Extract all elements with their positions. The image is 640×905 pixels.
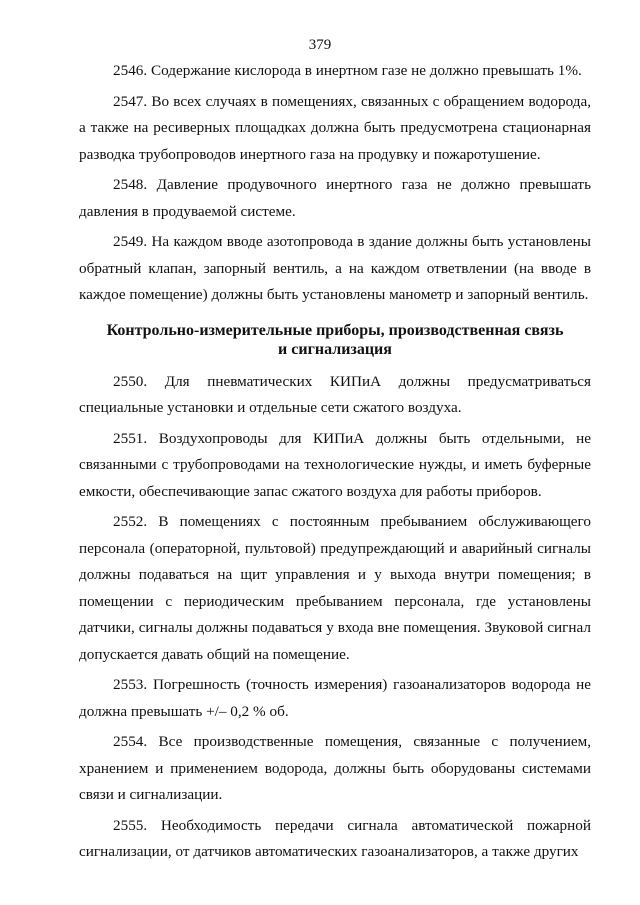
document-body <box>79 58 591 870</box>
paragraph-2548: 2548. Давление продувочного инертного газа не должно превышать давления в продуваемой системе. <box>79 176 591 220</box>
paragraph-2555: 2555. Необходимость передачи сигнала автоматической пожарной сигнализации, от датчиков автоматических газоанализаторов, а также других <box>79 816 591 860</box>
paragraph-2552: 2552. В помещениях с постоянным пребыванием обслуживающего персонала (операторной, пультовой) предупреждающий и аварийный сигналы должны подаваться на щит управления и у выхода внутри помещения; в помещении с периодическим пребыванием персонала, где установлены датчики, сигналы должны подаваться у входа вне помещения. Звуковой сигнал допускается давать общий на помещение. <box>79 513 591 663</box>
section-heading <box>79 321 591 359</box>
section-heading-line-2: и сигнализация <box>278 340 392 358</box>
paragraph-2550: 2550. Для пневматических КИПиА должны предусматриваться специальные установки и отдельные сети сжатого воздуха. <box>79 372 591 416</box>
paragraph-2549: 2549. На каждом вводе азотопровода в здание должны быть установлены обратный клапан, запорный вентиль, а на каждом ответвлении (на вводе в каждое помещение) должны быть установлены манометр и запорный вентиль. <box>79 233 591 303</box>
section-heading-line-1: Контрольно-измерительные приборы, производственная связь <box>106 321 564 339</box>
paragraph-2547: 2547. Во всех случаях в помещениях, связанных с обращением водорода, а также на ресиверных площадках должна быть предусмотрена стационарная разводка трубопроводов инертного газа на продувку и пожаротушение. <box>79 92 591 163</box>
paragraph-2553: 2553. Погрешность (точность измерения) газоанализаторов водорода не должна превышать +/– 0,2 % об. <box>79 676 591 720</box>
paragraph-2546: 2546. Содержание кислорода в инертном газе не должно превышать 1%. <box>113 62 582 79</box>
paragraph-2551: 2551. Воздухопроводы для КИПиА должны быть отдельными, не связанными с трубопроводами на технологические нужды, и иметь буферные емкости, обеспечивающие запас сжатого воздуха для работы приборов. <box>79 429 591 500</box>
page-number: 379 <box>308 37 332 53</box>
paragraph-2554: 2554. Все производственные помещения, связанные с получением, хранением и применением водорода, должны быть оборудованы системами связи и сигнализации. <box>79 733 591 803</box>
